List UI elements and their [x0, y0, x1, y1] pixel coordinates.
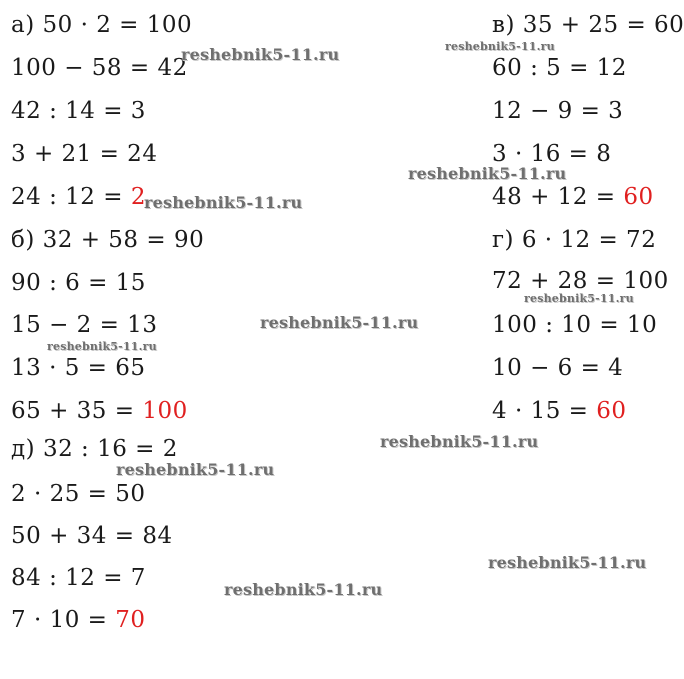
equation-line: 12 − 9 = 3 — [492, 98, 624, 124]
equation-line: 84 : 12 = 7 — [11, 565, 146, 591]
equation-line: 10 − 6 = 4 — [492, 355, 624, 381]
watermark: reshebnik5-11.ru — [380, 432, 539, 451]
answer-value: 70 — [115, 607, 146, 633]
watermark: reshebnik5-11.ru — [144, 193, 303, 212]
watermark: reshebnik5-11.ru — [260, 313, 419, 332]
equation-line: 4 · 15 = 60 — [492, 398, 627, 424]
equation-line: 2 · 25 = 50 — [11, 481, 146, 507]
equation-line: 48 + 12 = 60 — [492, 184, 654, 210]
answer-value: 2 — [130, 184, 146, 210]
equation-line: 13 · 5 = 65 — [11, 355, 146, 381]
equation-line: 100 − 58 = 42 — [11, 55, 188, 81]
equation-line: 90 : 6 = 15 — [11, 270, 146, 296]
equation-line: 60 : 5 = 12 — [492, 55, 627, 81]
equation-line: 3 · 16 = 8 — [492, 141, 612, 167]
equation-line: 72 + 28 = 100 — [492, 268, 669, 294]
equation-line: а) 50 · 2 = 100 — [11, 12, 193, 38]
watermark: reshebnik5-11.ru — [224, 580, 383, 599]
watermark: reshebnik5-11.ru — [181, 45, 340, 64]
equation-line: 24 : 12 = 2 — [11, 184, 146, 210]
answer-value: 100 — [142, 398, 188, 424]
equation-line: 50 + 34 = 84 — [11, 523, 173, 549]
equation-line: 15 − 2 = 13 — [11, 312, 158, 338]
equation-line: 100 : 10 = 10 — [492, 312, 658, 338]
watermark: reshebnik5-11.ru — [445, 40, 555, 53]
answer-value: 60 — [623, 184, 654, 210]
equation-line: 42 : 14 = 3 — [11, 98, 146, 124]
watermark: reshebnik5-11.ru — [488, 553, 647, 572]
equation-line: г) 6 · 12 = 72 — [492, 227, 657, 253]
equation-line: д) 32 : 16 = 2 — [11, 436, 178, 462]
equation-line: 7 · 10 = 70 — [11, 607, 146, 633]
equation-line: в) 35 + 25 = 60 — [492, 12, 684, 38]
watermark: reshebnik5-11.ru — [116, 460, 275, 479]
watermark: reshebnik5-11.ru — [524, 292, 634, 305]
watermark: reshebnik5-11.ru — [408, 164, 567, 183]
answer-value: 60 — [596, 398, 627, 424]
equation-line: 3 + 21 = 24 — [11, 141, 158, 167]
equation-line: 65 + 35 = 100 — [11, 398, 188, 424]
watermark: reshebnik5-11.ru — [47, 340, 157, 353]
equation-line: б) 32 + 58 = 90 — [11, 227, 205, 253]
